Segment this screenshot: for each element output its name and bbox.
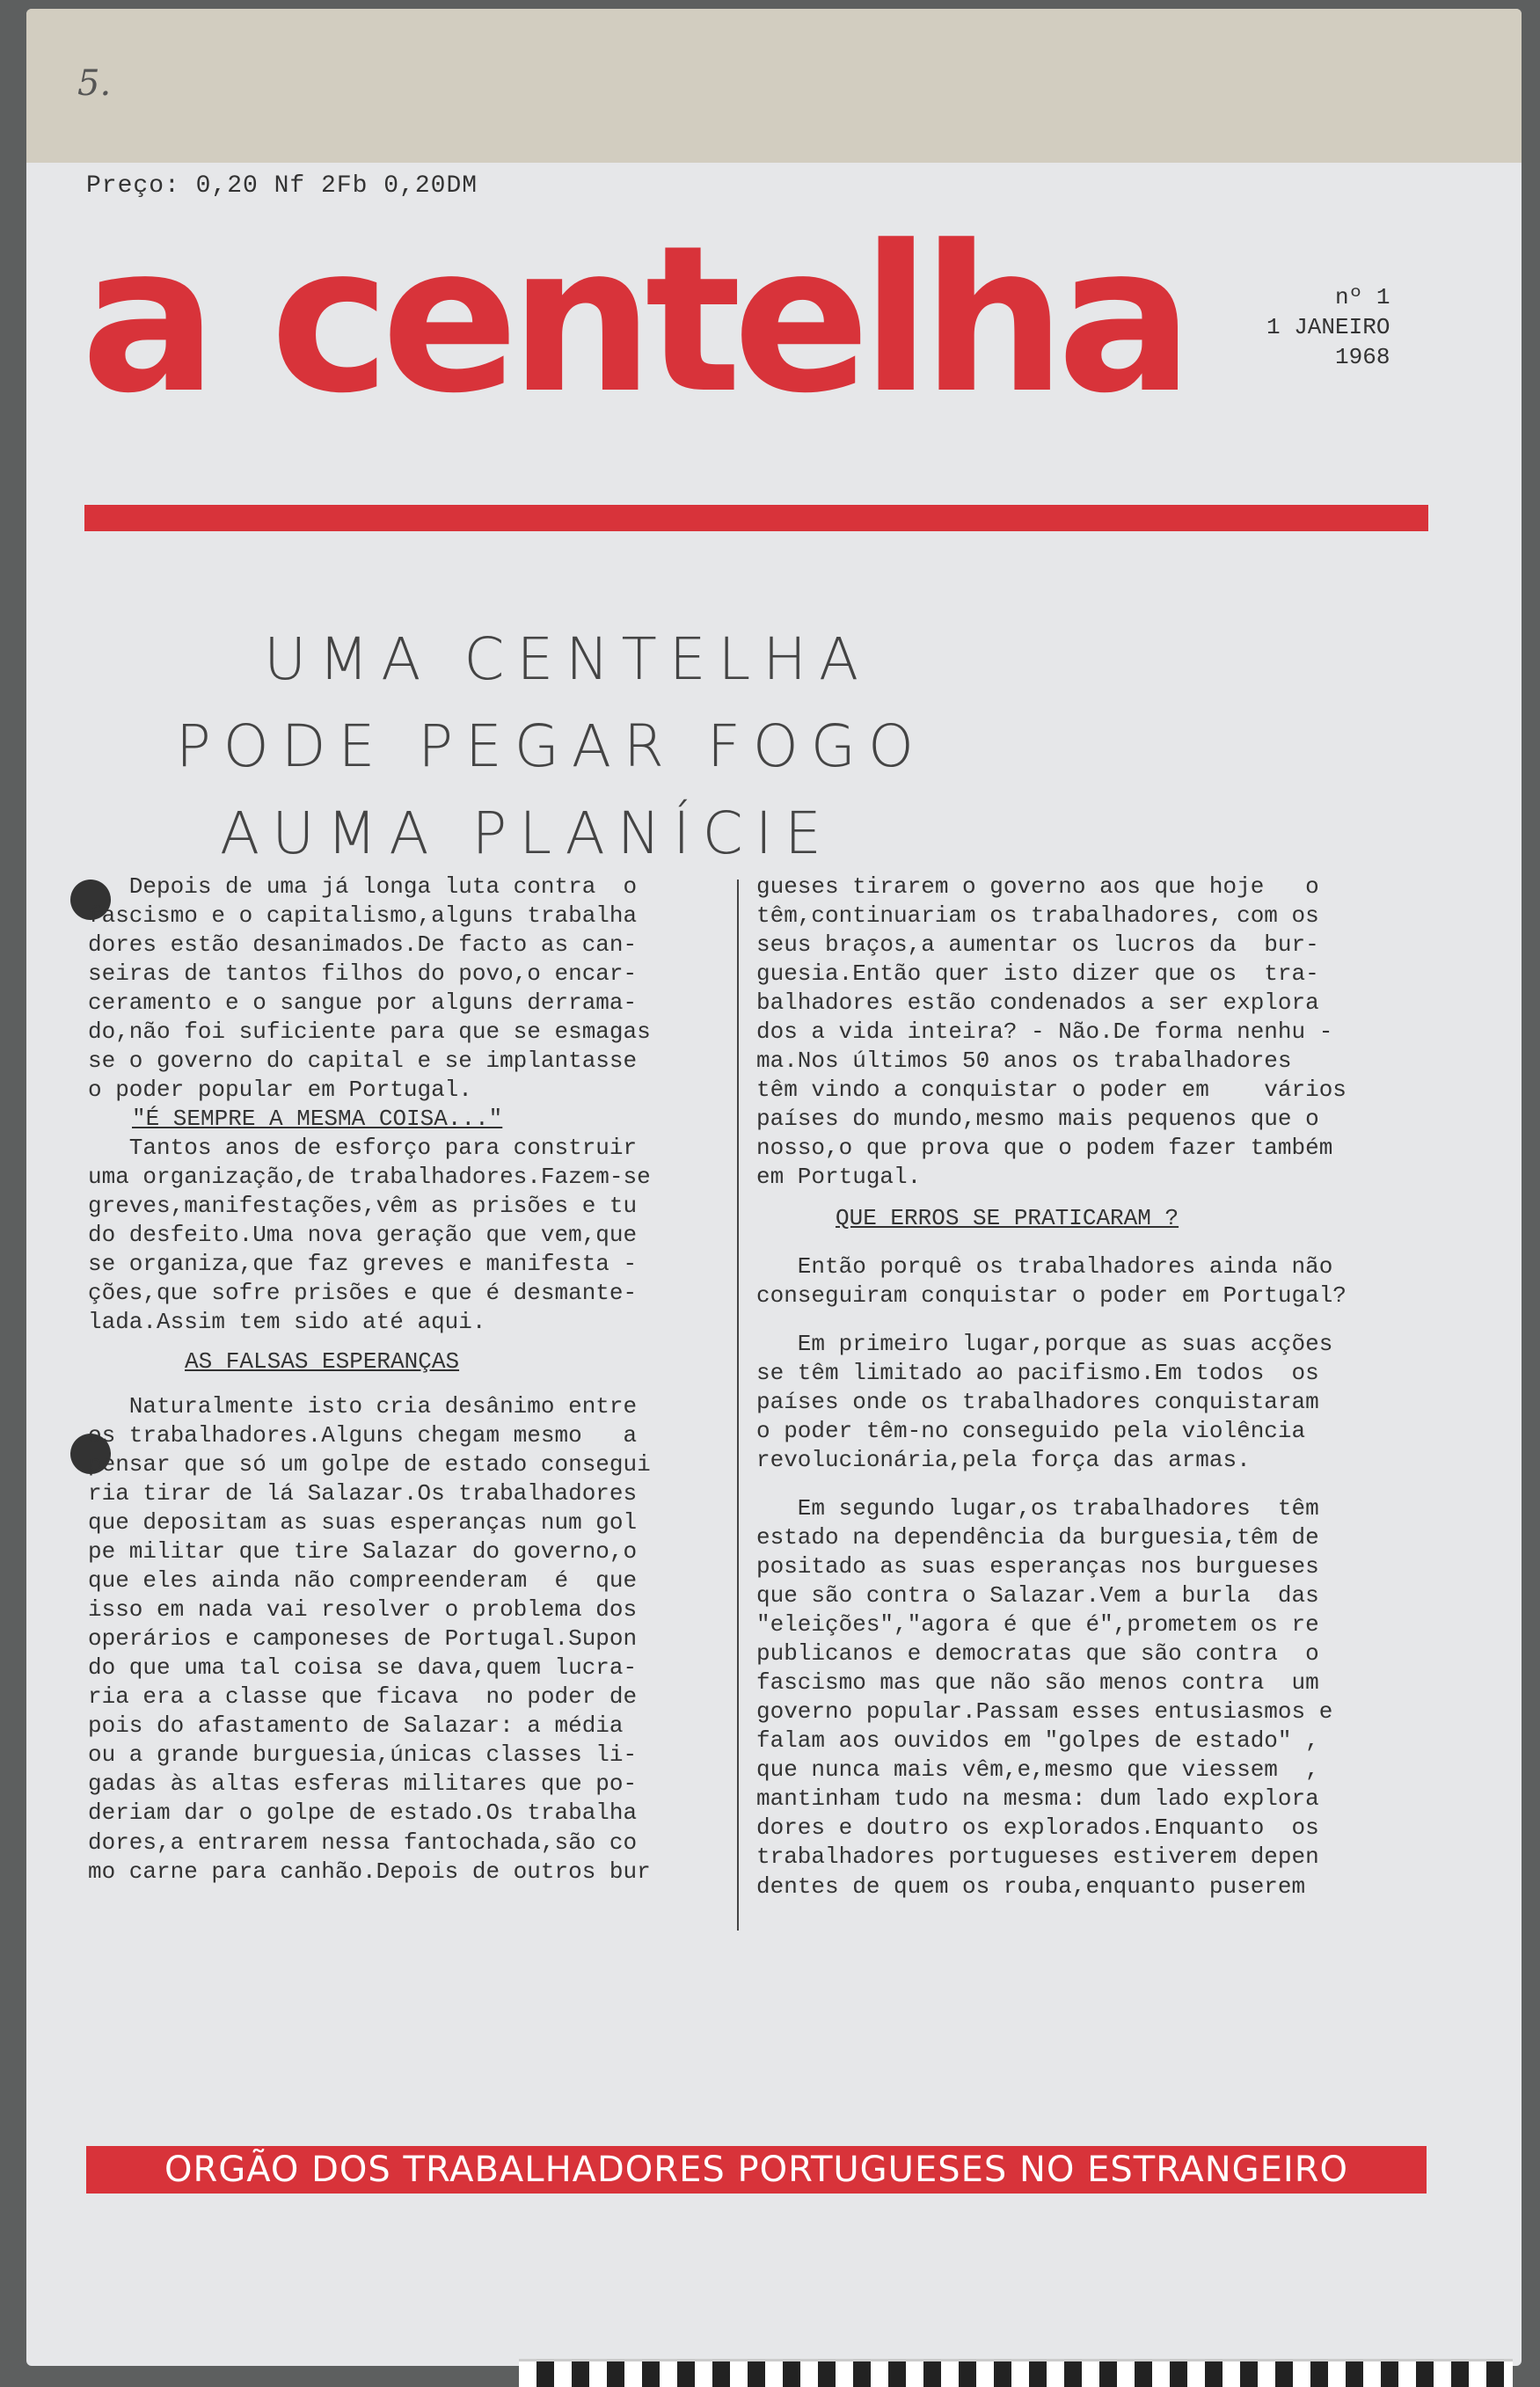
issue-info — [1266, 283, 1390, 372]
quote-subhead: "É SEMPRE A MESMA COISA..." — [132, 1106, 503, 1133]
issue-date: 1 JANEIRO — [1266, 313, 1390, 340]
paragraph: Tantos anos de esforço para construir uma organização,de trabalhadores.Fazem-se greves,manifestações,vêm as prisões e tu do desfeito.Uma nova geração que vem,que se organiza,que faz greves e manifesta - ções,que sofre prisões e que é desmante- lada.Assim tem sido até aqui. — [88, 1135, 651, 1336]
paragraph: Em segundo lugar,os trabalhadores têm estado na dependência da burguesia,têm de positado as suas esperanças nos burgueses que são contra o Salazar.Vem a burla das "eleições","agora é que é",prometem os re publicanos e democratas que são contra o fascismo mas que não são menos contra um governo popular.Passam esses entusiasmos e falam aos ouvidos em "golpes de estado" , que nunca mais vêm,e,mesmo que viessem , mantinham tudo na mesma: dum lado explora dores e doutro os explorados.Enquanto os trabalhadores portugueses estiverem depen dentes de quem os rouba,enquanto puserem — [756, 1495, 1333, 1900]
paragraph: Depois de uma já longa luta contra o fascismo e o capitalismo,alguns trabalha dores estão desanimados.De facto as can- seiras de tantos filhos do povo,o encar- ceramento e o sangue por alguns derrama- do,não foi suficiente para que se esmagas se o governo do capital e se implantasse o poder popular em Portugal. — [88, 873, 651, 1104]
headline-line-3: AUMA PLANÍCIE — [220, 799, 834, 867]
masthead-rule — [84, 505, 1428, 531]
paragraph: Naturalmente isto cria desânimo entre os trabalhadores.Alguns chegam mesmo a pensar que só um golpe de estado consegui ria tirar de lá Salazar.Os trabalhadores que depositam as suas esperanças num gol pe militar que tire Salazar do governo,o que eles ainda não compreenderam é que isso em nada vai resolver o problema dos operários e camponeses de Portugal.Supon do que uma tal coisa se dava,quem lucra- ria era a classe que ficava no poder de pois do afastamento de Salazar: a média ou a grande burguesia,únicas classes li- gadas às altas esferas militares que po- deriam dar o golpe de estado.Os trabalha dores,a entrarem nessa fantochada,são co mo carne para canhão.Depois de outros bur — [88, 1393, 651, 1885]
footer-banner: ORGÃO DOS TRABALHADORES PORTUGUESES NO ESTRANGEIRO — [86, 2146, 1427, 2194]
paragraph: gueses tirarem o governo aos que hoje o têm,continuariam os trabalhadores, com os seus braços,a aumentar os lucros da bur- guesia.Então quer isto dizer que os tra- balhadores estão condenados a ser explora dos a vida inteira? - Não.De forma nenhu - ma.Nos últimos 50 anos os trabalhadores têm vindo a conquistar o poder em vários países do mundo,mesmo mais pequenos que o nosso,o que prova que o podem fazer também em Portugal. — [756, 873, 1347, 1191]
issue-year: 1968 — [1335, 343, 1390, 370]
paper-top-strip — [26, 9, 1522, 163]
issue-number: nº 1 — [1335, 284, 1390, 310]
section-subhead: AS FALSAS ESPERANÇAS — [185, 1348, 460, 1376]
archive-annotation: 5. — [77, 63, 112, 104]
headline-line-2: PODE PEGAR FOGO — [176, 712, 926, 780]
masthead-title: a centelha — [81, 203, 1186, 438]
column-divider — [737, 880, 739, 1931]
price-line: Preço: 0,20 Nf 2Fb 0,20DM — [86, 172, 478, 200]
article-column-2 — [756, 872, 1442, 1902]
headline — [176, 616, 1231, 877]
paragraph: Então porquê os trabalhadores ainda não conseguiram conquistar o poder em Portugal? — [756, 1253, 1347, 1310]
headline-line-1: UMA CENTELHA — [264, 625, 872, 693]
article-column-1 — [88, 872, 721, 1887]
paragraph: Em primeiro lugar,porque as suas acções se têm limitado ao pacifismo.Em todos os países onde os trabalhadores conquistaram o poder têm-no conseguido pela violência revolucionária,pela força das armas. — [756, 1331, 1333, 1474]
scale-ruler — [519, 2359, 1513, 2387]
section-subhead: QUE ERROS SE PRATICARAM ? — [836, 1205, 1179, 1232]
